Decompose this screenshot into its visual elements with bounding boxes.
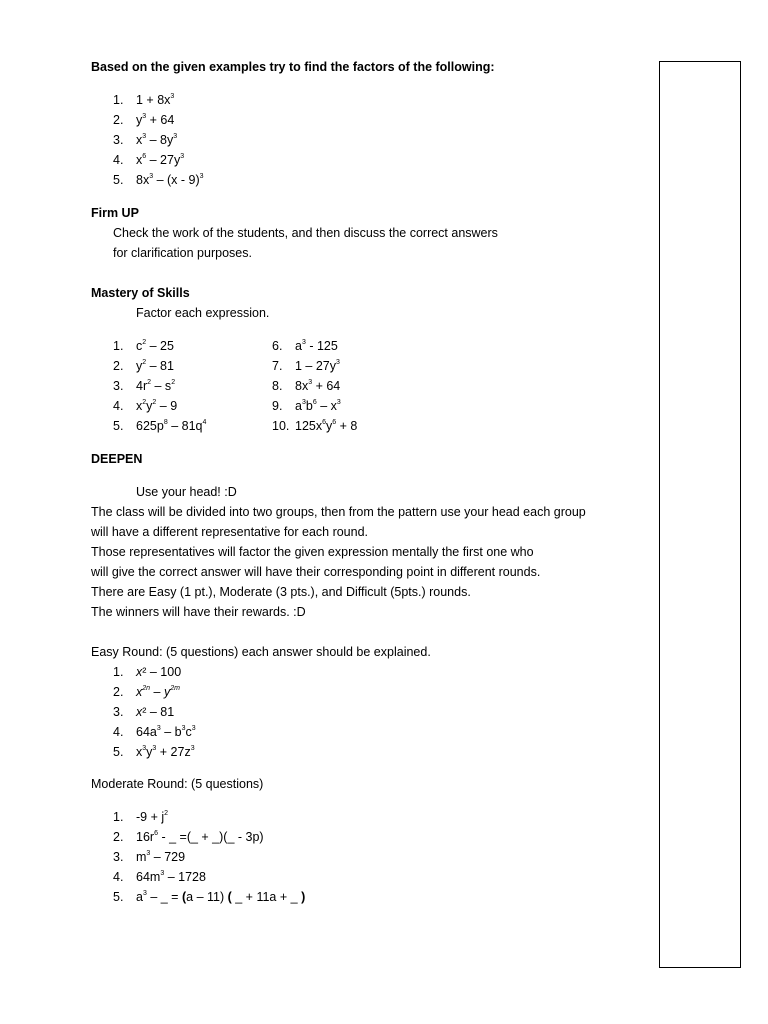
list-item-number: 5. — [113, 173, 124, 187]
mastery-instruction: Factor each expression. — [136, 306, 270, 320]
list-item-number: 6. — [272, 339, 283, 353]
deepen-line-2: will have a different representative for each round. — [91, 525, 369, 539]
deepen-line-3: Those representatives will factor the given expression mentally the first one who — [91, 545, 534, 559]
list-item-number: 4. — [113, 399, 124, 413]
intro-text: Based on the given examples try to find the factors of the following: — [91, 60, 495, 74]
list-item: $1 + 8x^3$ — [136, 93, 175, 107]
list-item: $m^3 - 729$ — [136, 850, 186, 864]
list-item-number: 9. — [272, 399, 283, 413]
side-margin-box — [659, 61, 741, 968]
list-item: $64a^3 - b^3c^3$ — [136, 725, 196, 739]
list-item: $1 - 27y^3$ — [295, 359, 340, 373]
list-item: $x^{2n} - y^{2m}$ — [136, 685, 180, 699]
firm-up-line-1: Check the work of the students, and then discuss the correct answers — [113, 226, 498, 240]
deepen-activity: Use your head! :D — [136, 485, 237, 499]
list-item: $a^3b^6 - x^3$ — [295, 399, 341, 413]
list-item-number: 1. — [113, 339, 124, 353]
list-item: $16r^6$ - _ =(_ + _)(_ - 3p) — [136, 830, 264, 844]
list-item: $x^6 - 27y^3$ — [136, 153, 185, 167]
list-item-number: 1. — [113, 93, 124, 107]
list-item-number: 4. — [113, 870, 124, 884]
list-item-number: 5. — [113, 745, 124, 759]
list-item-number: 2. — [113, 685, 124, 699]
list-item: $c^2 - 25$ — [136, 339, 174, 353]
list-item-number: 10. — [272, 419, 290, 433]
list-item-number: 3. — [113, 133, 124, 147]
firm-up-line-2: for clarification purposes. — [113, 246, 252, 260]
deepen-line-4: will give the correct answer will have their corresponding point in different rounds. — [91, 565, 541, 579]
list-item: $-9 + j^2$ — [136, 810, 169, 824]
list-item-number: 4. — [113, 153, 124, 167]
list-item: $a^3$ – _ = (a – 11) ( _ + 11a + _ ) — [136, 890, 306, 904]
list-item-number: 7. — [272, 359, 283, 373]
list-item-number: 2. — [113, 113, 124, 127]
list-item: $x^3 - 8y^3$ — [136, 133, 178, 147]
list-item: x² – 81 — [136, 705, 175, 719]
mastery-heading: Mastery of Skills — [91, 286, 190, 300]
list-item-number: 3. — [113, 850, 124, 864]
list-item: x² – 100 — [136, 665, 182, 679]
list-item: $y^2 - 81$ — [136, 359, 174, 373]
list-item: $8x^3 + 64$ — [295, 379, 341, 393]
deepen-heading: DEEPEN — [91, 452, 143, 466]
list-item-number: 1. — [113, 665, 124, 679]
list-item: $y^3 + 64$ — [136, 113, 175, 127]
list-item-number: 3. — [113, 705, 124, 719]
easy-round-heading: Easy Round: (5 questions) each answer should be explained. — [91, 645, 431, 659]
list-item-number: 3. — [113, 379, 124, 393]
list-item: $a^3 - 125$ — [295, 339, 338, 353]
list-item: $64m^3 - 1728$ — [136, 870, 206, 884]
list-item-number: 5. — [113, 890, 124, 904]
list-item-number: 8. — [272, 379, 283, 393]
list-item: $125x^6y^6 + 8$ — [295, 419, 358, 433]
list-item-number: 2. — [113, 359, 124, 373]
list-item: $4r^2 - s^2$ — [136, 379, 176, 393]
firm-up-heading: Firm UP — [91, 206, 139, 220]
deepen-line-5: There are Easy (1 pt.), Moderate (3 pts.), and Difficult (5pts.) rounds. — [91, 585, 471, 599]
moderate-round-heading: Moderate Round: (5 questions) — [91, 777, 264, 791]
list-item-number: 1. — [113, 810, 124, 824]
list-item: $8x^3 - (x - 9)^3$ — [136, 173, 204, 187]
list-item-number: 5. — [113, 419, 124, 433]
list-item-number: 4. — [113, 725, 124, 739]
list-item: $625p^8 - 81q^4$ — [136, 419, 207, 433]
list-item-number: 2. — [113, 830, 124, 844]
list-item: $x^3y^3 + 27z^3$ — [136, 745, 195, 759]
deepen-line-1: The class will be divided into two groups, then from the pattern use your head each group — [91, 505, 586, 519]
deepen-line-6: The winners will have their rewards. :D — [91, 605, 306, 619]
list-item: $x^2y^2 - 9$ — [136, 399, 178, 413]
